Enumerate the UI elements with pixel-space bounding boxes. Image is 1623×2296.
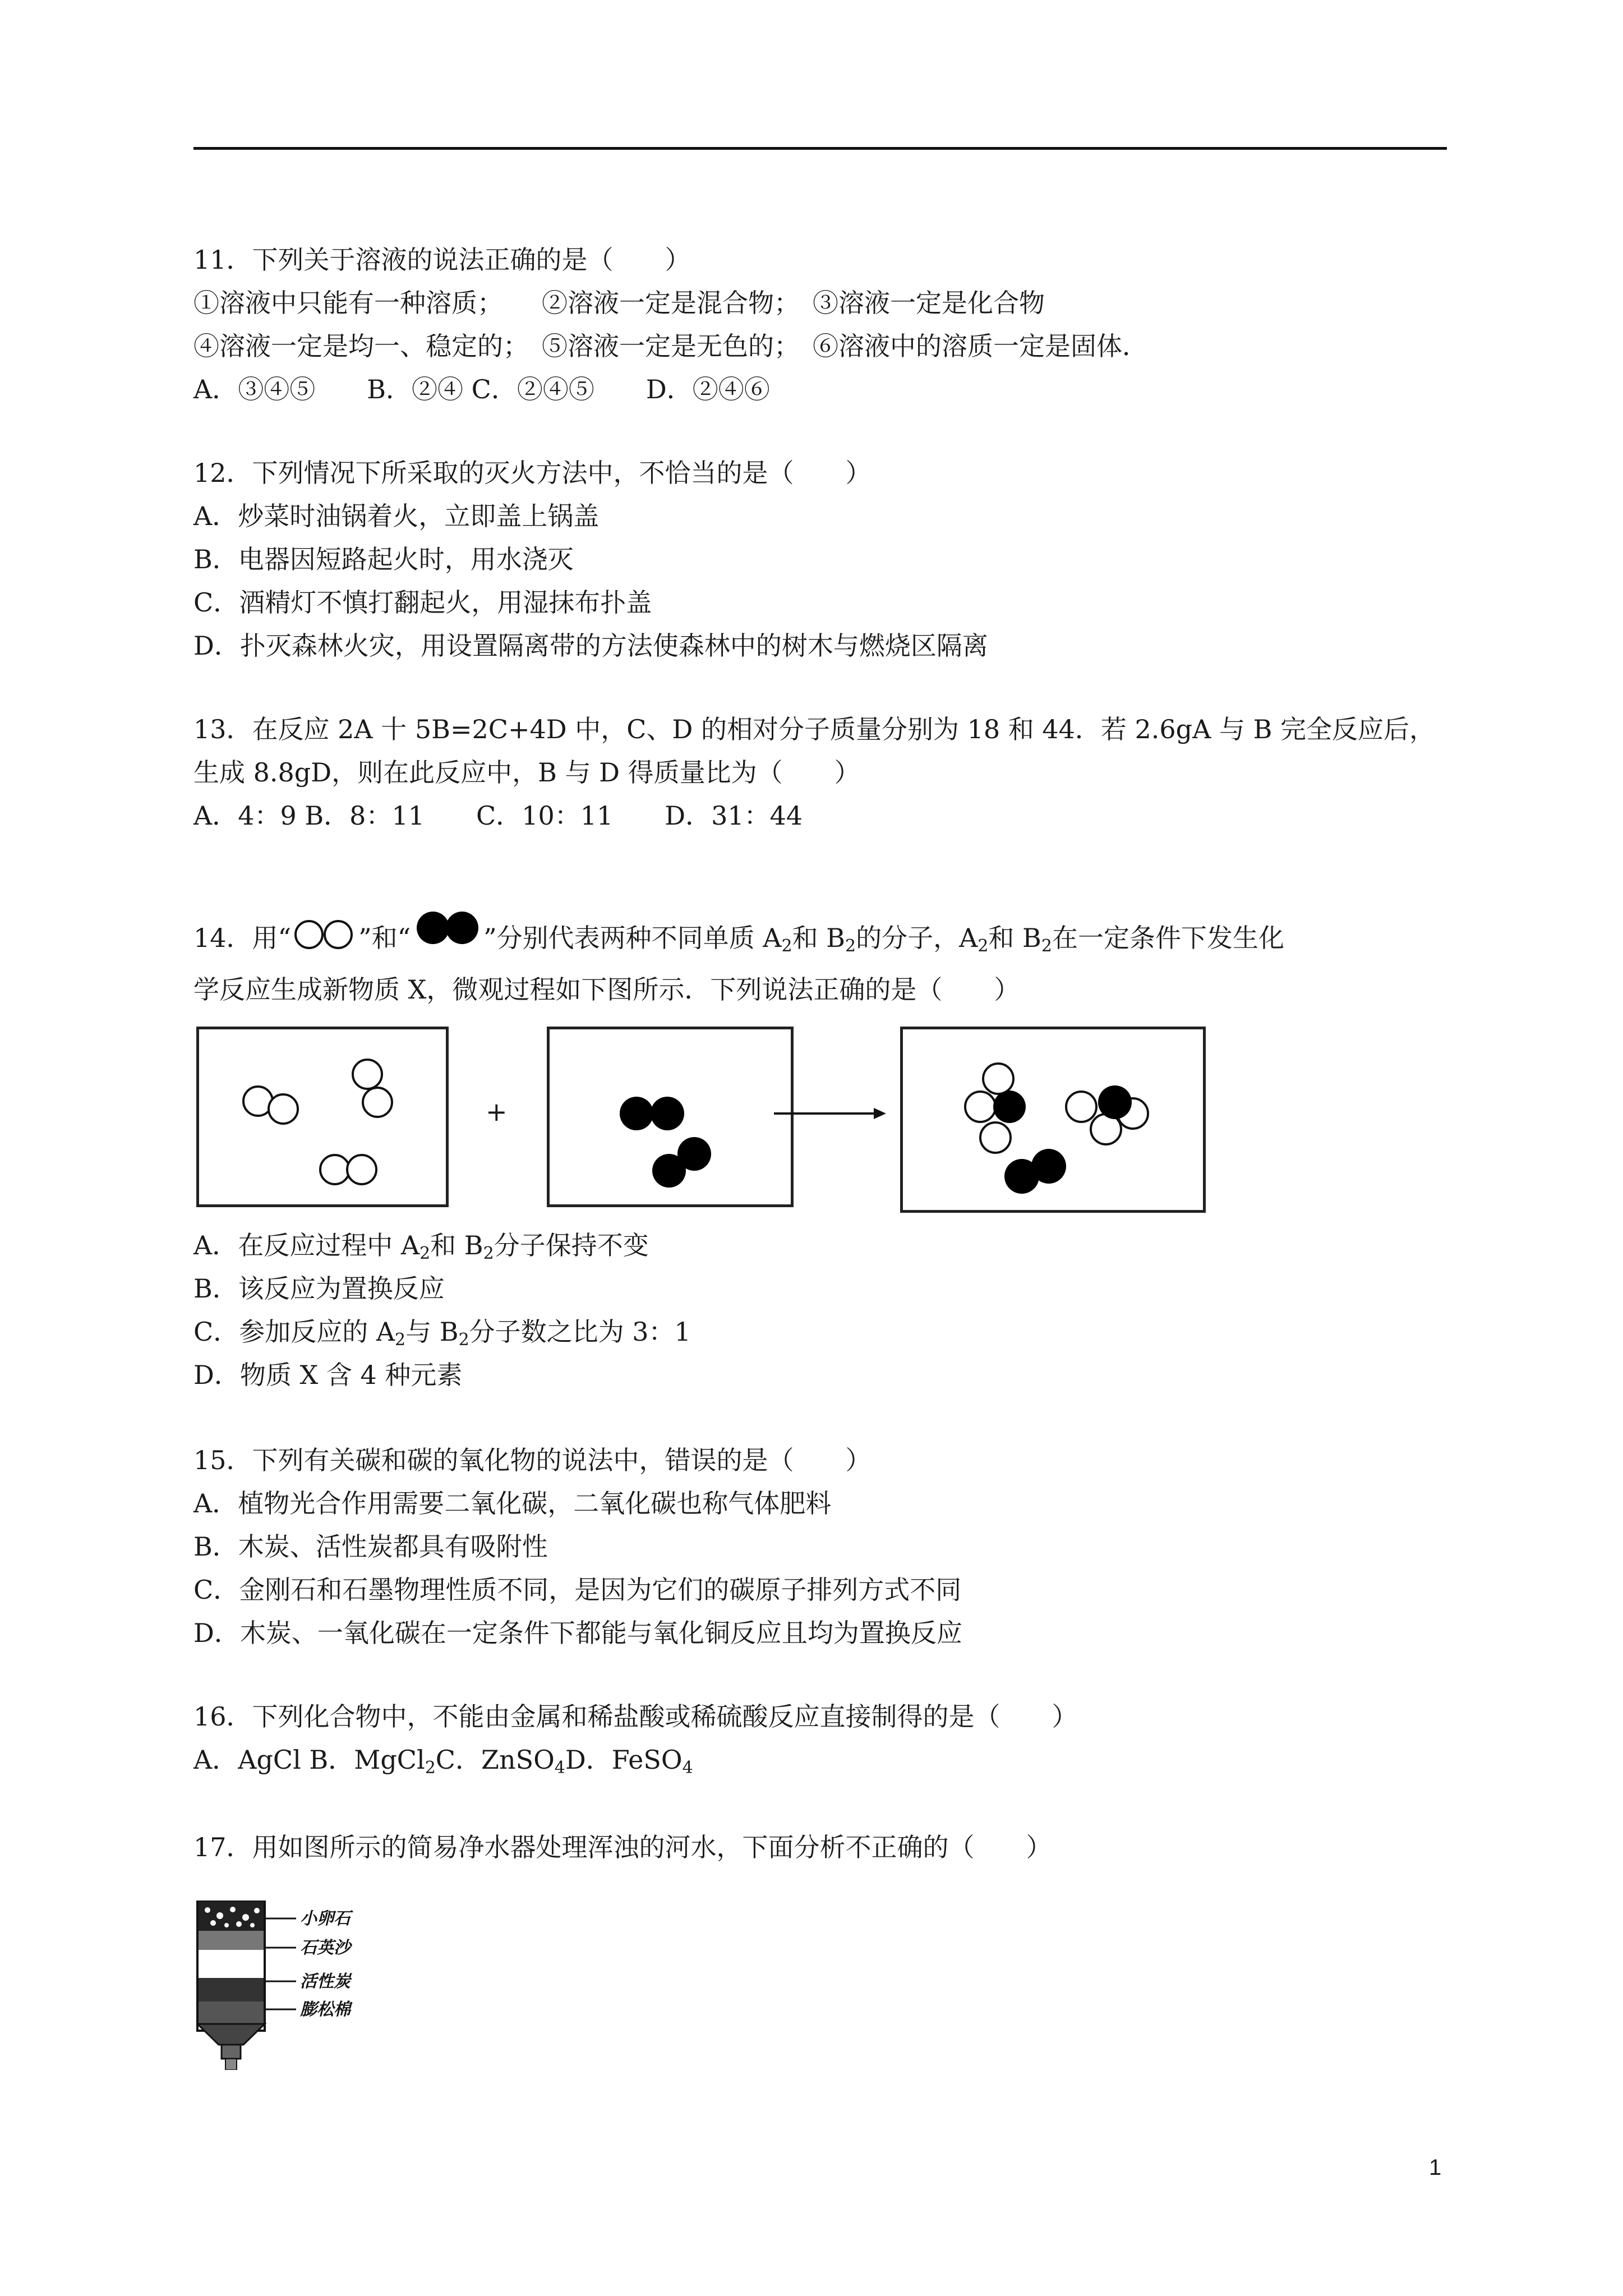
white-molecule-icon: [291, 918, 358, 951]
question-stem: 16．下列化合物中，不能由金属和稀盐酸或稀硫酸反应直接制得的是（ ）: [193, 1701, 1078, 1732]
option-b: B．木炭、活性炭都具有吸附性: [193, 1531, 548, 1562]
reaction-arrow: [774, 1102, 897, 1125]
question-stem: 12．下列情况下所采取的灭火方法中，不恰当的是（ ）: [193, 458, 872, 488]
option-d: D．扑灭森林火灾，用设置隔离带的方法使森林中的树木与燃烧区隔离: [193, 631, 988, 661]
option-b: B．该反应为置换反应: [193, 1273, 445, 1304]
statement-line: ①溶液中只能有一种溶质； ②溶液一定是混合物； ③溶液一定是化合物: [193, 288, 1045, 318]
option-a: A．在反应过程中 $A_2$和 $B_2$分子保持不变: [193, 1230, 649, 1263]
a2-molecules: [199, 1029, 446, 1204]
option-d: D．木炭、一氧化碳在一定条件下都能与氧化铜反应且均为置换反应: [193, 1618, 962, 1648]
option-c: C．参加反应的 $A_2$与 $B_2$分子数之比为 3：1: [193, 1317, 691, 1350]
question-stem: 17．用如图所示的简易净水器处理浑浊的河水，下面分析不正确的（ ）: [193, 1832, 1052, 1862]
reactant-box-b2: [547, 1027, 794, 1207]
header-rule: [193, 147, 1447, 150]
b2-molecules: [550, 1029, 791, 1204]
product-box: [900, 1027, 1206, 1213]
plus-sign: +: [486, 1097, 508, 1127]
filter-label-cotton: 膨松棉: [300, 2000, 351, 2019]
question-14: [193, 909, 1483, 1016]
answer-options: A．4：9 B．8：11 C．10：11 D．31：44: [193, 800, 803, 831]
reactant-box-a2: [196, 1027, 449, 1207]
question-stem: 13．在反应 2A 十 5B=2C+4D 中，C、D 的相对分子质量分别为 18 和 44．若 2.6gA 与 B 完全反应后，: [193, 714, 1436, 744]
question-14-options: [193, 1224, 1483, 1397]
option-c: C．金刚石和石墨物理性质不同，是因为它们的碳原子排列方式不同: [193, 1575, 962, 1605]
option-a: A．炒菜时油锅着火，立即盖上锅盖: [193, 501, 600, 531]
option-b: B．电器因短路起火时，用水浇灭: [193, 544, 574, 574]
water-filter-figure: [196, 1885, 421, 2070]
question-stem: 11．下列关于溶液的说法正确的是（ ）: [193, 245, 691, 275]
question-12: [193, 452, 1483, 668]
option-c: C．酒精灯不慎打翻起火，用湿抹布扑盖: [193, 587, 652, 618]
question-stem-continued: 生成 8.8gD，则在此反应中，B 与 D 得质量比为（ ）: [193, 757, 860, 788]
question-13: [193, 708, 1483, 838]
option-a: A．植物光合作用需要二氧化碳，二氧化碳也称气体肥料: [193, 1488, 832, 1519]
filter-label-quartz-sand: 石英沙: [300, 1938, 351, 1958]
page-number: 1: [1429, 2155, 1442, 2180]
statement-line: ④溶液一定是均一、稳定的； ⑤溶液一定是无色的； ⑥溶液中的溶质一定是固体．: [193, 331, 1148, 361]
question-stem-continued: 学反应生成新物质 X，微观过程如下图所示．下列说法正确的是（ ）: [193, 974, 1020, 1005]
black-molecule-icon: [411, 909, 483, 948]
question-stem: 14．用“ ”和“ ”分别代表两种不同单质 $A_2$和 $B_2$的分子，$A_2$和 $B_2$在一定条件下发生化: [193, 909, 1483, 963]
question-11: [193, 238, 1483, 411]
answer-options: A．AgCl B．MgCl$_2$C．ZnSO$_4$D．FeSO$_4$: [193, 1745, 693, 1778]
filter-label-activated-carbon: 活性炭: [300, 1972, 351, 1991]
question-15: [193, 1439, 1483, 1655]
question-17: [193, 1826, 1483, 1869]
option-d: D．物质 X 含 4 种元素: [193, 1360, 463, 1390]
question-stem: 15．下列有关碳和碳的氧化物的说法中，错误的是（ ）: [193, 1445, 872, 1475]
question-16: [193, 1695, 1483, 1782]
answer-options: A．③④⑤ B．②④ C．②④⑤ D．②④⑥: [193, 374, 770, 404]
filter-label-pebbles: 小卵石: [300, 1909, 351, 1929]
product-molecules: [903, 1029, 1203, 1210]
